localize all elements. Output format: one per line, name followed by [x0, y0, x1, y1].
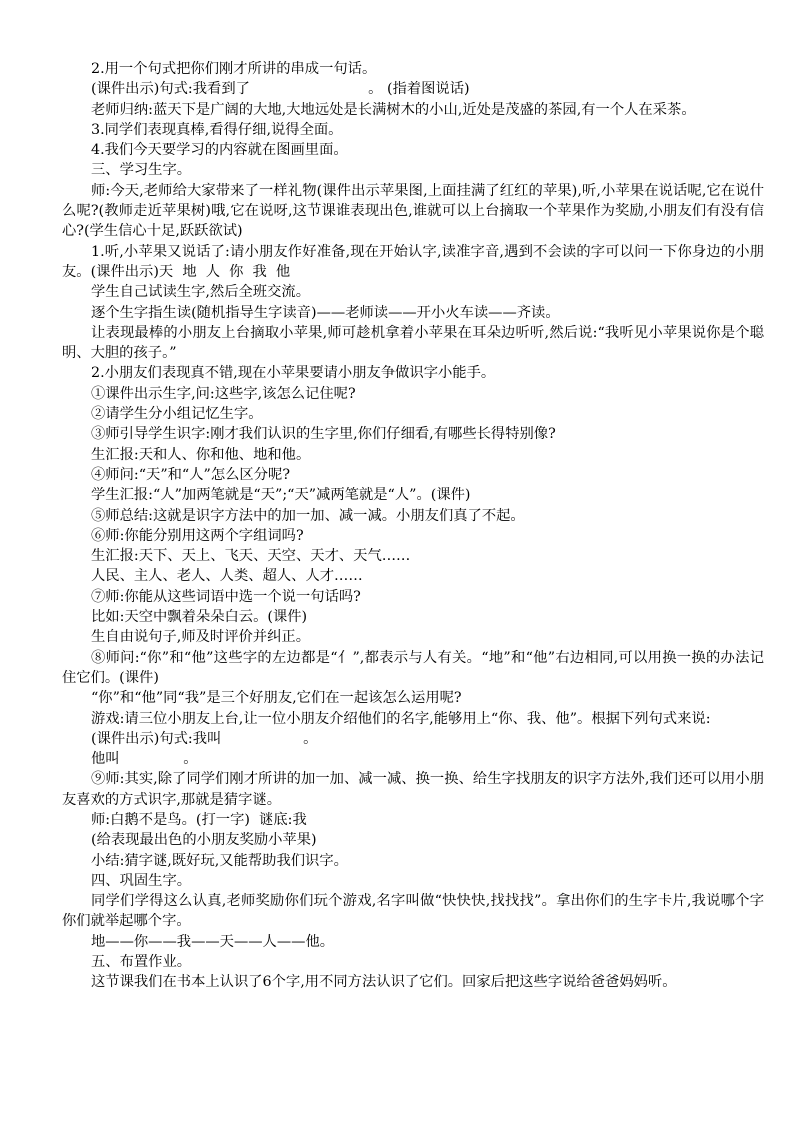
paragraph: 1.听,小苹果又说话了:请小朋友作好准备,现在开始认字,读准字音,遇到不会读的字可以问一下你身边的小朋友。(课件出示)天 地 人 你 我 他 [62, 243, 764, 280]
document-body [62, 59, 764, 993]
paragraph: 比如:天空中飘着朵朵白云。(课件) [91, 609, 308, 626]
paragraph: 同学们学得这么认真,老师奖励你们玩个游戏,名字叫做“快快快,找找找”。拿出你们的生字卡片,我说哪个字你们就举起哪个字。 [62, 893, 764, 930]
paragraph: ④师问:“天”和“人”怎么区分呢? [91, 466, 290, 483]
paragraph: 2.小朋友们表现真不错,现在小苹果要请小朋友争做识字小能手。 [91, 365, 496, 382]
paragraph: ⑧师问:“你”和“他”这些字的左边都是“亻”,都表示与人有关。“地”和“他”右边相同,可以用换一换的办法记住它们。(课件) [62, 649, 764, 686]
paragraph: ⑦师:你能从这些词语中选一个说一句话吗? [91, 588, 361, 605]
paragraph: 小结:猜字谜,既好玩,又能帮助我们识字。 [91, 852, 348, 869]
paragraph: ②请学生分小组记忆生字。 [91, 406, 263, 423]
paragraph: 生汇报:天下、天上、飞天、天空、天才、天气…… [91, 548, 411, 565]
paragraph: 三、学习生字。 [91, 162, 192, 179]
paragraph: ③师引导学生识字:刚才我们认识的生字里,你们仔细看,有哪些长得特别像? [91, 426, 556, 443]
paragraph: 游戏:请三位小朋友上台,让一位小朋友介绍他们的名字,能够用上“你、我、他”。根据下列句式来说: [91, 710, 711, 727]
paragraph: 人民、主人、老人、人类、超人、人才…… [91, 568, 363, 585]
paragraph: 3.同学们表现真棒,看得仔细,说得全面。 [91, 121, 343, 138]
paragraph: 逐个生字指生读(随机指导生字读音)——老师读——开小火车读——齐读。 [91, 304, 560, 321]
paragraph: 五、布置作业。 [91, 954, 192, 971]
paragraph: 学生汇报:“人”加两笔就是“天”;“天”减两笔就是“人”。(课件) [91, 487, 471, 504]
paragraph: 生自由说句子,师及时评价并纠正。 [91, 629, 310, 646]
paragraph: 师:今天,老师给大家带来了一样礼物(课件出示苹果图,上面挂满了红红的苹果),听,小苹果在说话呢,它在说什么呢?(教师走近苹果树)哦,它在说呀,这节课谁表现出色,谁就可以上台摘取一个苹果作为奖励,小朋友们有没有信心?(学生信心十足,跃跃欲试) [62, 182, 764, 240]
paragraph: (课件出示)句式:我叫 。 [91, 730, 318, 747]
paragraph: 师:白鹅不是鸟。(打一字) 谜底:我 [91, 811, 307, 828]
paragraph: 地——你——我——天——人——他。 [91, 933, 335, 950]
paragraph: 学生自己试读生字,然后全班交流。 [91, 284, 310, 301]
paragraph: “你”和“他”同“我”是三个好朋友,它们在一起该怎么运用呢? [91, 690, 462, 707]
paragraph: 这节课我们在书本上认识了6个字,用不同方法认识了它们。回家后把这些字说给爸爸妈妈听。 [91, 974, 677, 991]
paragraph: ①课件出示生字,问:这些字,该怎么记住呢? [91, 385, 356, 402]
paragraph: 让表现最棒的小朋友上台摘取小苹果,师可趁机拿着小苹果在耳朵边听听,然后说:“我听见小苹果说你是个聪明、大胆的孩子。” [62, 324, 764, 362]
paragraph: 四、巩固生字。 [91, 872, 192, 889]
paragraph: (给表现最出色的小朋友奖励小苹果) [91, 832, 317, 849]
paragraph: 他叫 。 [91, 751, 198, 768]
paragraph: ⑤师总结:这就是识字方法中的加一加、减一减。小朋友们真了不起。 [91, 507, 525, 524]
paragraph: 老师归纳:蓝天下是广阔的大地,大地远处是长满树木的小山,近处是茂盛的茶园,有一个人在采茶。 [91, 101, 696, 118]
paragraph: ⑥师:你能分别用这两个字组词吗? [91, 527, 304, 544]
paragraph: 4.我们今天要学习的内容就在图画里面。 [91, 142, 348, 159]
paragraph: (课件出示)句式:我看到了 。 (指着图说话) [91, 81, 470, 98]
paragraph: 生汇报:天和人、你和他、地和他。 [91, 446, 311, 463]
paragraph: ⑨师:其实,除了同学们刚才所讲的加一加、减一减、换一换、给生字找朋友的识字方法外,我们还可以用小朋友喜欢的方式识字,那就是猜字谜。 [62, 771, 764, 808]
paragraph: 2.用一个句式把你们刚才所讲的串成一句话。 [91, 61, 377, 77]
